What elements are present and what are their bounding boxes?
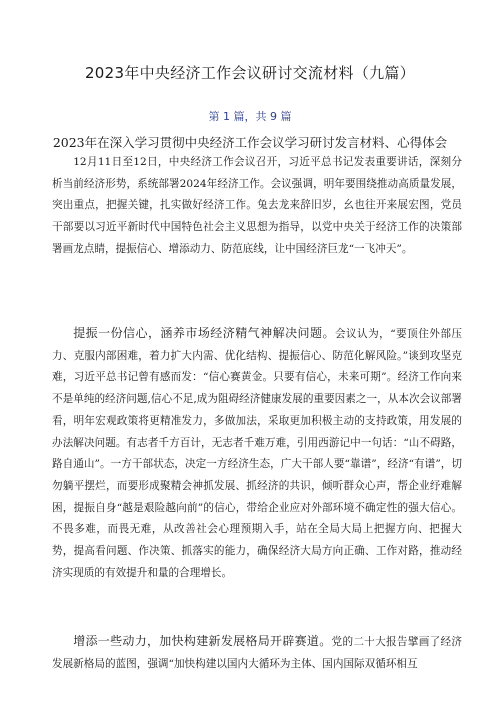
paragraph — [52, 631, 462, 675]
page-indicator-middle: 篇，共 — [233, 110, 267, 123]
paragraph-text: 12月11日至12日，中央经济工作会议召开，习近平总书记发表重要讲话，深刻分析当前经济形势，系统部署2024年经济工作。会议强调，明年要围绕推动高质量发展，突出重点，把握关键，扎实做好经济工作。兔去龙来辞旧岁，幺也往开来展宏图，党员干部要以习近平新时代中国特色社会主义思想为指导，以党中央关于经济工作的决策部署画龙点睛，提振信心、增添动力、防范底线，让中国经济巨龙“一飞冲天”。 — [52, 156, 462, 255]
document-title: 2023年中央经济工作会议研讨交流材料（九篇） — [84, 64, 416, 82]
paragraph — [52, 323, 462, 584]
document-subtitle: 2023年在深入学习贯彻中央经济工作会议学习研讨发言材料、心得体会 — [52, 135, 448, 150]
paragraph-block — [52, 323, 462, 584]
paragraph-lead: 提振一份信心，涵养市场经济精气神解决问题。 — [73, 326, 335, 340]
paragraph — [52, 152, 462, 261]
page-indicator-prefix: 第 — [208, 110, 220, 123]
page-indicator-total: 9 — [270, 110, 277, 123]
paragraph-text: 会议认为，“要顶住外部压力、克服内部困难，着力扩大内需、优化结构、提振信心、防范化解风险。”谈到攻坚克难，习近平总书记曾有感而发：“信心赛黄金。只要有信心，未来可期”。经济工作向来不是单纯的经济问题,信心不足,成为阻碍经济健康发展的重要因素之一，从本次会议部署看，明年宏观政策将更精准发力，多做加法，采取更加积极主动的支持政策，用发展的办法解决问题。有志者千方百计，无志者千难万难，引用西游记中一句话：“山不碍路，路自通山”。一方干部状态，决定一方经济生态，广大干部人要“靠谱”，经济“有谱”，切勿躺平摆烂，而要形成聚精会神抓发展、抓经济的共识，倾听群众心声，帮企业纾难解困，提振自身“越是艰险越向前”的信心，带给企业应对外部环境不确定性的强大信心。不畏多难，而畏无难，从改善社会心理预期入手，站在全局大局上把握方向、把握大势，提高看问题、作决策、抓落实的能力，确保经济大局方向正确、工作对路，推动经济实现质的有效提升和量的合理增长。 — [52, 328, 462, 579]
page-indicator-suffix: 篇 — [280, 110, 292, 123]
paragraph-text: 党的二十大报告擘画了经济发展新格局的蓝图，强调“加快构建以国内大循环为主体、国内国际双循环相互 — [52, 636, 462, 670]
page-indicator-current: 1 — [223, 110, 230, 123]
paragraph-block — [52, 631, 462, 675]
paragraph-block — [52, 152, 462, 261]
page-indicator — [0, 108, 500, 124]
paragraph-lead: 增添一些动力，加快构建新发展格局开辟赛道。 — [73, 634, 332, 648]
